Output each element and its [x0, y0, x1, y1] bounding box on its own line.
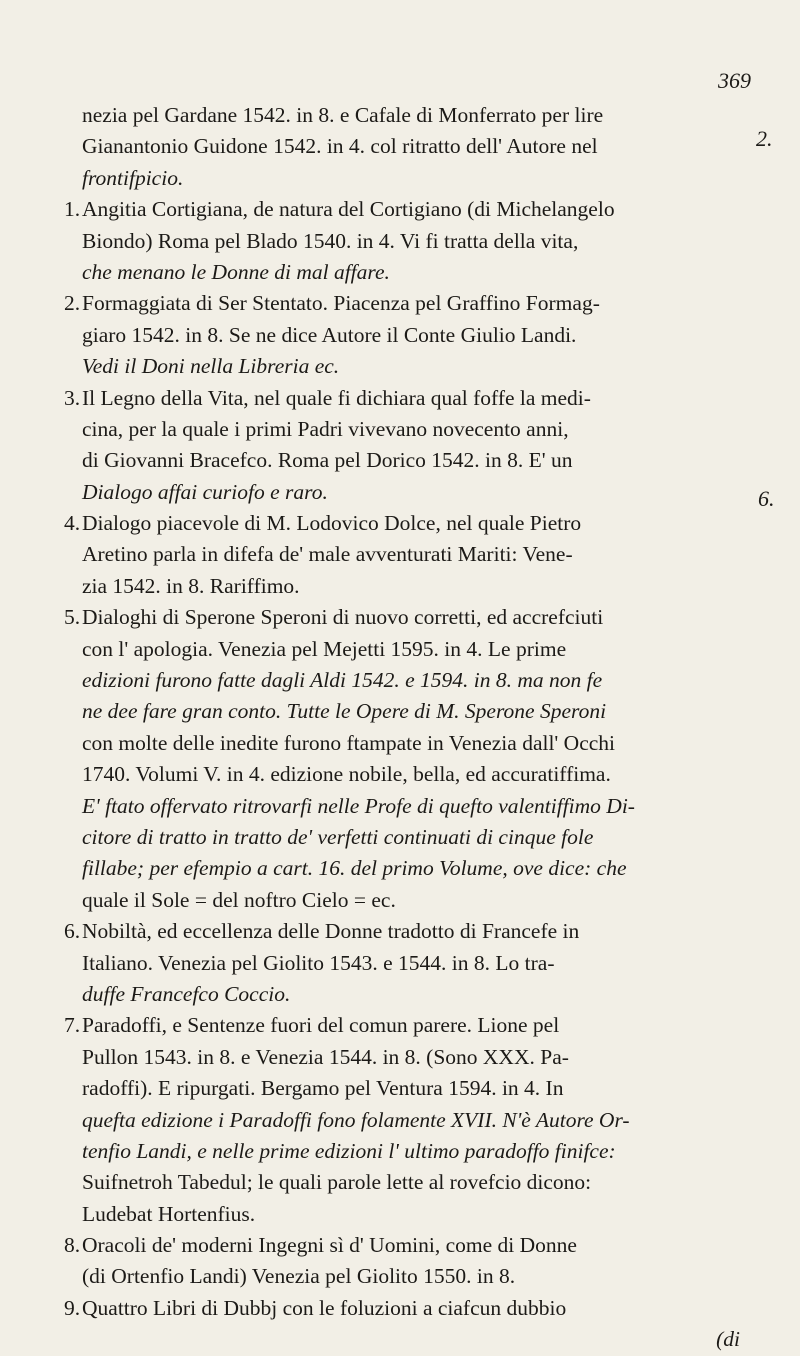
text-line — [64, 1073, 740, 1104]
entry-first-line — [64, 1010, 740, 1041]
line-text: quefta edizione i Paradoffi fono folamente XVII. N'è Autore Or- — [82, 1107, 630, 1132]
text-line — [64, 1042, 740, 1073]
line-text: edizioni furono fatte dagli Aldi 1542. e 1594. in 8. ma non fe — [82, 668, 603, 693]
line-text: Italiano. Venezia pel Giolito 1543. e 1544. in 8. Lo tra- — [82, 950, 555, 975]
entry-first-line — [64, 508, 740, 539]
line-text: di Giovanni Bracefco. Roma pel Dorico 1542. in 8. E' un — [82, 448, 573, 473]
line-text: con l' apologia. Venezia pel Mejetti 1595. in 4. Le prime — [82, 636, 567, 661]
entry-first-line — [64, 602, 740, 633]
entry-first-line — [64, 1230, 740, 1261]
text-line — [64, 634, 740, 665]
entry-number: 6. — [64, 919, 81, 944]
line-text: Pullon 1543. in 8. e Venezia 1544. in 8. (Sono XXX. Pa- — [82, 1044, 569, 1069]
line-text: Angitia Cortigiana, de natura del Cortigiano (di Michelangelo — [82, 197, 615, 222]
text-line — [64, 226, 740, 257]
line-text: radoffi). E ripurgati. Bergamo pel Ventura 1594. in 4. In — [82, 1076, 564, 1101]
text-line — [64, 414, 740, 445]
line-text: Formaggiata di Ser Stentato. Piacenza pel Graffino Formag- — [82, 291, 600, 316]
text-line — [64, 539, 740, 570]
text-line — [64, 979, 740, 1010]
line-text: Dialogo affai curiofo e raro. — [82, 479, 328, 504]
entry-first-line — [64, 916, 740, 947]
entry-number: 7. — [64, 1013, 81, 1038]
text-line — [64, 696, 740, 727]
text-line — [64, 822, 740, 853]
text-line — [64, 1105, 740, 1136]
line-text: Gianantonio Guidone 1542. in 4. col ritratto dell' Autore nel — [82, 134, 598, 159]
text-line — [64, 885, 740, 916]
line-text: giaro 1542. in 8. Se ne dice Autore il Conte Giulio Landi. — [82, 322, 577, 347]
entry-first-line — [64, 1293, 740, 1324]
line-text: fillabe; per efempio a cart. 16. del primo Volume, ove dice: che — [82, 856, 627, 881]
line-text: Dialogo piacevole di M. Lodovico Dolce, nel quale Pietro — [82, 511, 582, 536]
text-line — [64, 1261, 740, 1292]
text-line — [64, 948, 740, 979]
entry-first-line — [64, 383, 740, 414]
line-text: Paradoffi, e Sentenze fuori del comun parere. Lione pel — [82, 1013, 560, 1038]
line-text: Biondo) Roma pel Blado 1540. in 4. Vi fi tratta della vita, — [82, 228, 579, 253]
line-text: con molte delle inedite furono ftampate in Venezia dall' Occhi — [82, 730, 616, 755]
line-text: Quattro Libri di Dubbj con le foluzioni a ciafcun dubbio — [82, 1295, 567, 1320]
text-line — [64, 665, 740, 696]
entry-first-line — [64, 288, 740, 319]
line-text: Oracoli de' moderni Ingegni sì d' Uomini, come di Donne — [82, 1233, 577, 1258]
text-line — [64, 131, 740, 162]
line-text: citore di tratto in tratto de' verfetti continuati di cinque fole — [82, 824, 594, 849]
text-block — [64, 100, 740, 1356]
line-text: 1740. Volumi V. in 4. edizione nobile, bella, ed accuratiffima. — [82, 762, 611, 787]
line-text: (di — [716, 1327, 740, 1352]
text-line — [64, 1136, 740, 1167]
margin-note: 2. — [756, 126, 773, 151]
line-text: Il Legno della Vita, nel quale fi dichiara qual foffe la medi- — [82, 385, 591, 410]
entry-first-line — [64, 194, 740, 225]
entry-number: 8. — [64, 1233, 81, 1258]
text-line — [64, 853, 740, 884]
entry-number: 4. — [64, 511, 81, 536]
catchword — [64, 1324, 740, 1355]
line-text: E' ftato offervato ritrovarfi nelle Profe di quefto valentiffimo Di- — [82, 793, 635, 818]
line-text: quale il Sole = del noftro Cielo = ec. — [82, 887, 396, 912]
line-text: Nobiltà, ed eccellenza delle Donne tradotto di Francefe in — [82, 919, 580, 944]
text-line — [64, 163, 740, 194]
text-line — [64, 100, 740, 131]
text-line — [64, 571, 740, 602]
line-text: Dialoghi di Sperone Speroni di nuovo corretti, ed accrefciuti — [82, 605, 604, 630]
text-line — [64, 1167, 740, 1198]
line-text: Vedi il Doni nella Libreria ec. — [82, 354, 340, 379]
margin-note: 6. — [758, 486, 775, 511]
text-line — [64, 257, 740, 288]
line-text: ne dee fare gran conto. Tutte le Opere di M. Sperone Speroni — [82, 699, 607, 724]
line-text: che menano le Donne di mal affare. — [82, 259, 390, 284]
line-text: duffe Francefco Coccio. — [82, 981, 291, 1006]
text-line — [64, 445, 740, 476]
entry-number: 2. — [64, 291, 81, 316]
entry-number: 1. — [64, 197, 81, 222]
line-text: nezia pel Gardane 1542. in 8. e Cafale di Monferrato per lire — [82, 103, 604, 127]
text-line — [64, 1199, 740, 1230]
line-text: (di Ortenfio Landi) Venezia pel Giolito 1550. in 8. — [82, 1264, 516, 1289]
text-line — [64, 320, 740, 351]
page-number: 369 — [718, 68, 751, 93]
line-text: tenfio Landi, e nelle prime edizioni l' ultimo paradoffo finifce: — [82, 1138, 616, 1163]
line-text: Ludebat Hortenfius. — [82, 1201, 256, 1226]
line-text: Aretino parla in difefa de' male avventurati Mariti: Vene- — [82, 542, 573, 567]
text-line — [64, 728, 740, 759]
entry-number: 5. — [64, 605, 81, 630]
text-line — [64, 759, 740, 790]
text-line — [64, 351, 740, 382]
text-line — [64, 791, 740, 822]
line-text: Suifnetroh Tabedul; le quali parole lette al rovefcio dicono: — [82, 1170, 592, 1195]
entry-number: 3. — [64, 385, 81, 410]
entry-number: 9. — [64, 1295, 81, 1320]
line-text: frontifpicio. — [82, 165, 184, 190]
line-text: zia 1542. in 8. Rariffimo. — [82, 573, 300, 598]
text-line — [64, 477, 740, 508]
line-text: cina, per la quale i primi Padri vivevano novecento anni, — [82, 416, 569, 441]
